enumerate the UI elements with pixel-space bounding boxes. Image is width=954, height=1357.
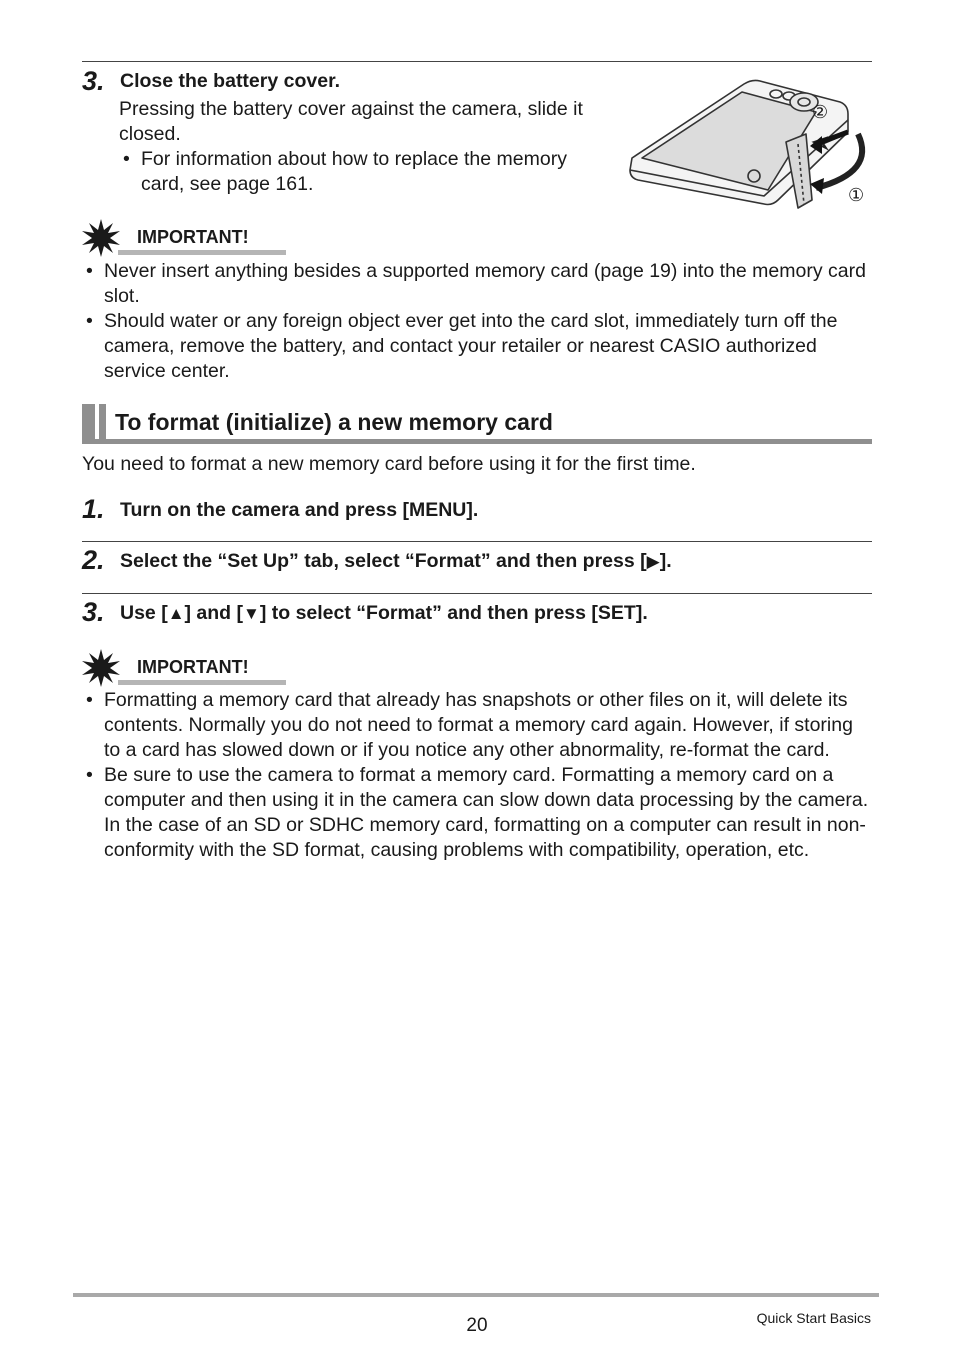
important-header [82, 219, 286, 259]
starburst-icon [82, 219, 120, 257]
list-item-text: Be sure to use the camera to format a memory card. Formatting a memory card on a computer and then using it in the camera can slow down data processing by the camera. In the case of an SD or SDHC memory card, formatting on a computer can result in non-conformity with the SD format, causing problems with compatibility, operation, etc. [104, 764, 869, 861]
section-intro: You need to format a new memory card before using it for the first time. [82, 453, 696, 475]
down-triangle-icon: ▼ [243, 604, 260, 623]
step-text: Pressing the battery cover against the camera, slide it closed. [119, 98, 583, 145]
step-number: 2. [82, 545, 105, 575]
top-rule [82, 61, 872, 62]
bullet-dot: • [86, 689, 93, 711]
figure-label-1: ① [848, 185, 865, 205]
heading-bar [82, 404, 95, 440]
bullet-dot: • [86, 260, 93, 282]
section-title: To format (initialize) a new memory card [115, 409, 553, 435]
bullet-dot: • [86, 764, 93, 786]
important-list [82, 688, 872, 863]
step-title-text: ] and [ [184, 602, 244, 624]
step-title [120, 549, 672, 574]
heading-underline [82, 439, 872, 444]
section-heading [82, 404, 872, 444]
step-title-text: Select the “Set Up” tab, select “Format” and then press [ [120, 550, 647, 572]
step-bullet-text: For information about how to replace the memory card, see page 161. [141, 148, 567, 195]
list-item [82, 259, 872, 309]
list-item-text: Never insert anything besides a supported memory card (page 19) into the memory card slot. [104, 260, 866, 307]
right-triangle-icon: ▶ [646, 552, 660, 571]
list-item-text: Formatting a memory card that already has snapshots or other files on it, will delete its contents. Normally you do not need to format a memory card again. However, if storing to a card has slowed down or if you notice any other abnormality, re-format the card. [104, 689, 853, 761]
important-label: IMPORTANT! [137, 657, 249, 677]
step-number: 3. [82, 597, 105, 627]
important-list [82, 259, 872, 384]
important-header [82, 649, 286, 689]
step-divider [82, 541, 872, 542]
bullet-dot: • [86, 310, 93, 332]
figure-label-2: ② [812, 102, 829, 122]
list-item-text: Should water or any foreign object ever get into the card slot, immediately turn off the camera, remove the battery, and contact your retailer or nearest CASIO authorized service center. [104, 310, 838, 382]
footer-rule [73, 1293, 879, 1297]
step-title: Turn on the camera and press [MENU]. [120, 499, 479, 521]
step-title-text: Use [ [120, 602, 168, 624]
step-divider [82, 593, 872, 594]
up-triangle-icon: ▲ [167, 604, 185, 623]
list-item [82, 763, 872, 863]
step-bullet [119, 147, 609, 197]
step-title-text: ]. [659, 550, 672, 572]
bullet-dot: • [123, 148, 130, 170]
starburst-icon [82, 649, 120, 687]
page-number: 20 [466, 1315, 488, 1336]
step-title: Close the battery cover. [120, 70, 341, 92]
footer-section-name: Quick Start Basics [756, 1310, 871, 1326]
important-underline [118, 680, 286, 685]
important-label: IMPORTANT! [137, 227, 249, 247]
important-underline [118, 250, 286, 255]
step-number: 1. [82, 494, 105, 524]
camera-drawing [626, 72, 872, 214]
step-title [120, 601, 648, 626]
heading-bar [99, 404, 106, 440]
camera-battery-cover-illustration [626, 72, 872, 214]
list-item [82, 688, 872, 763]
list-item [82, 309, 872, 384]
step-title-text: ] to select “Format” and then press [SET]. [259, 602, 648, 624]
step-number: 3. [82, 66, 105, 96]
